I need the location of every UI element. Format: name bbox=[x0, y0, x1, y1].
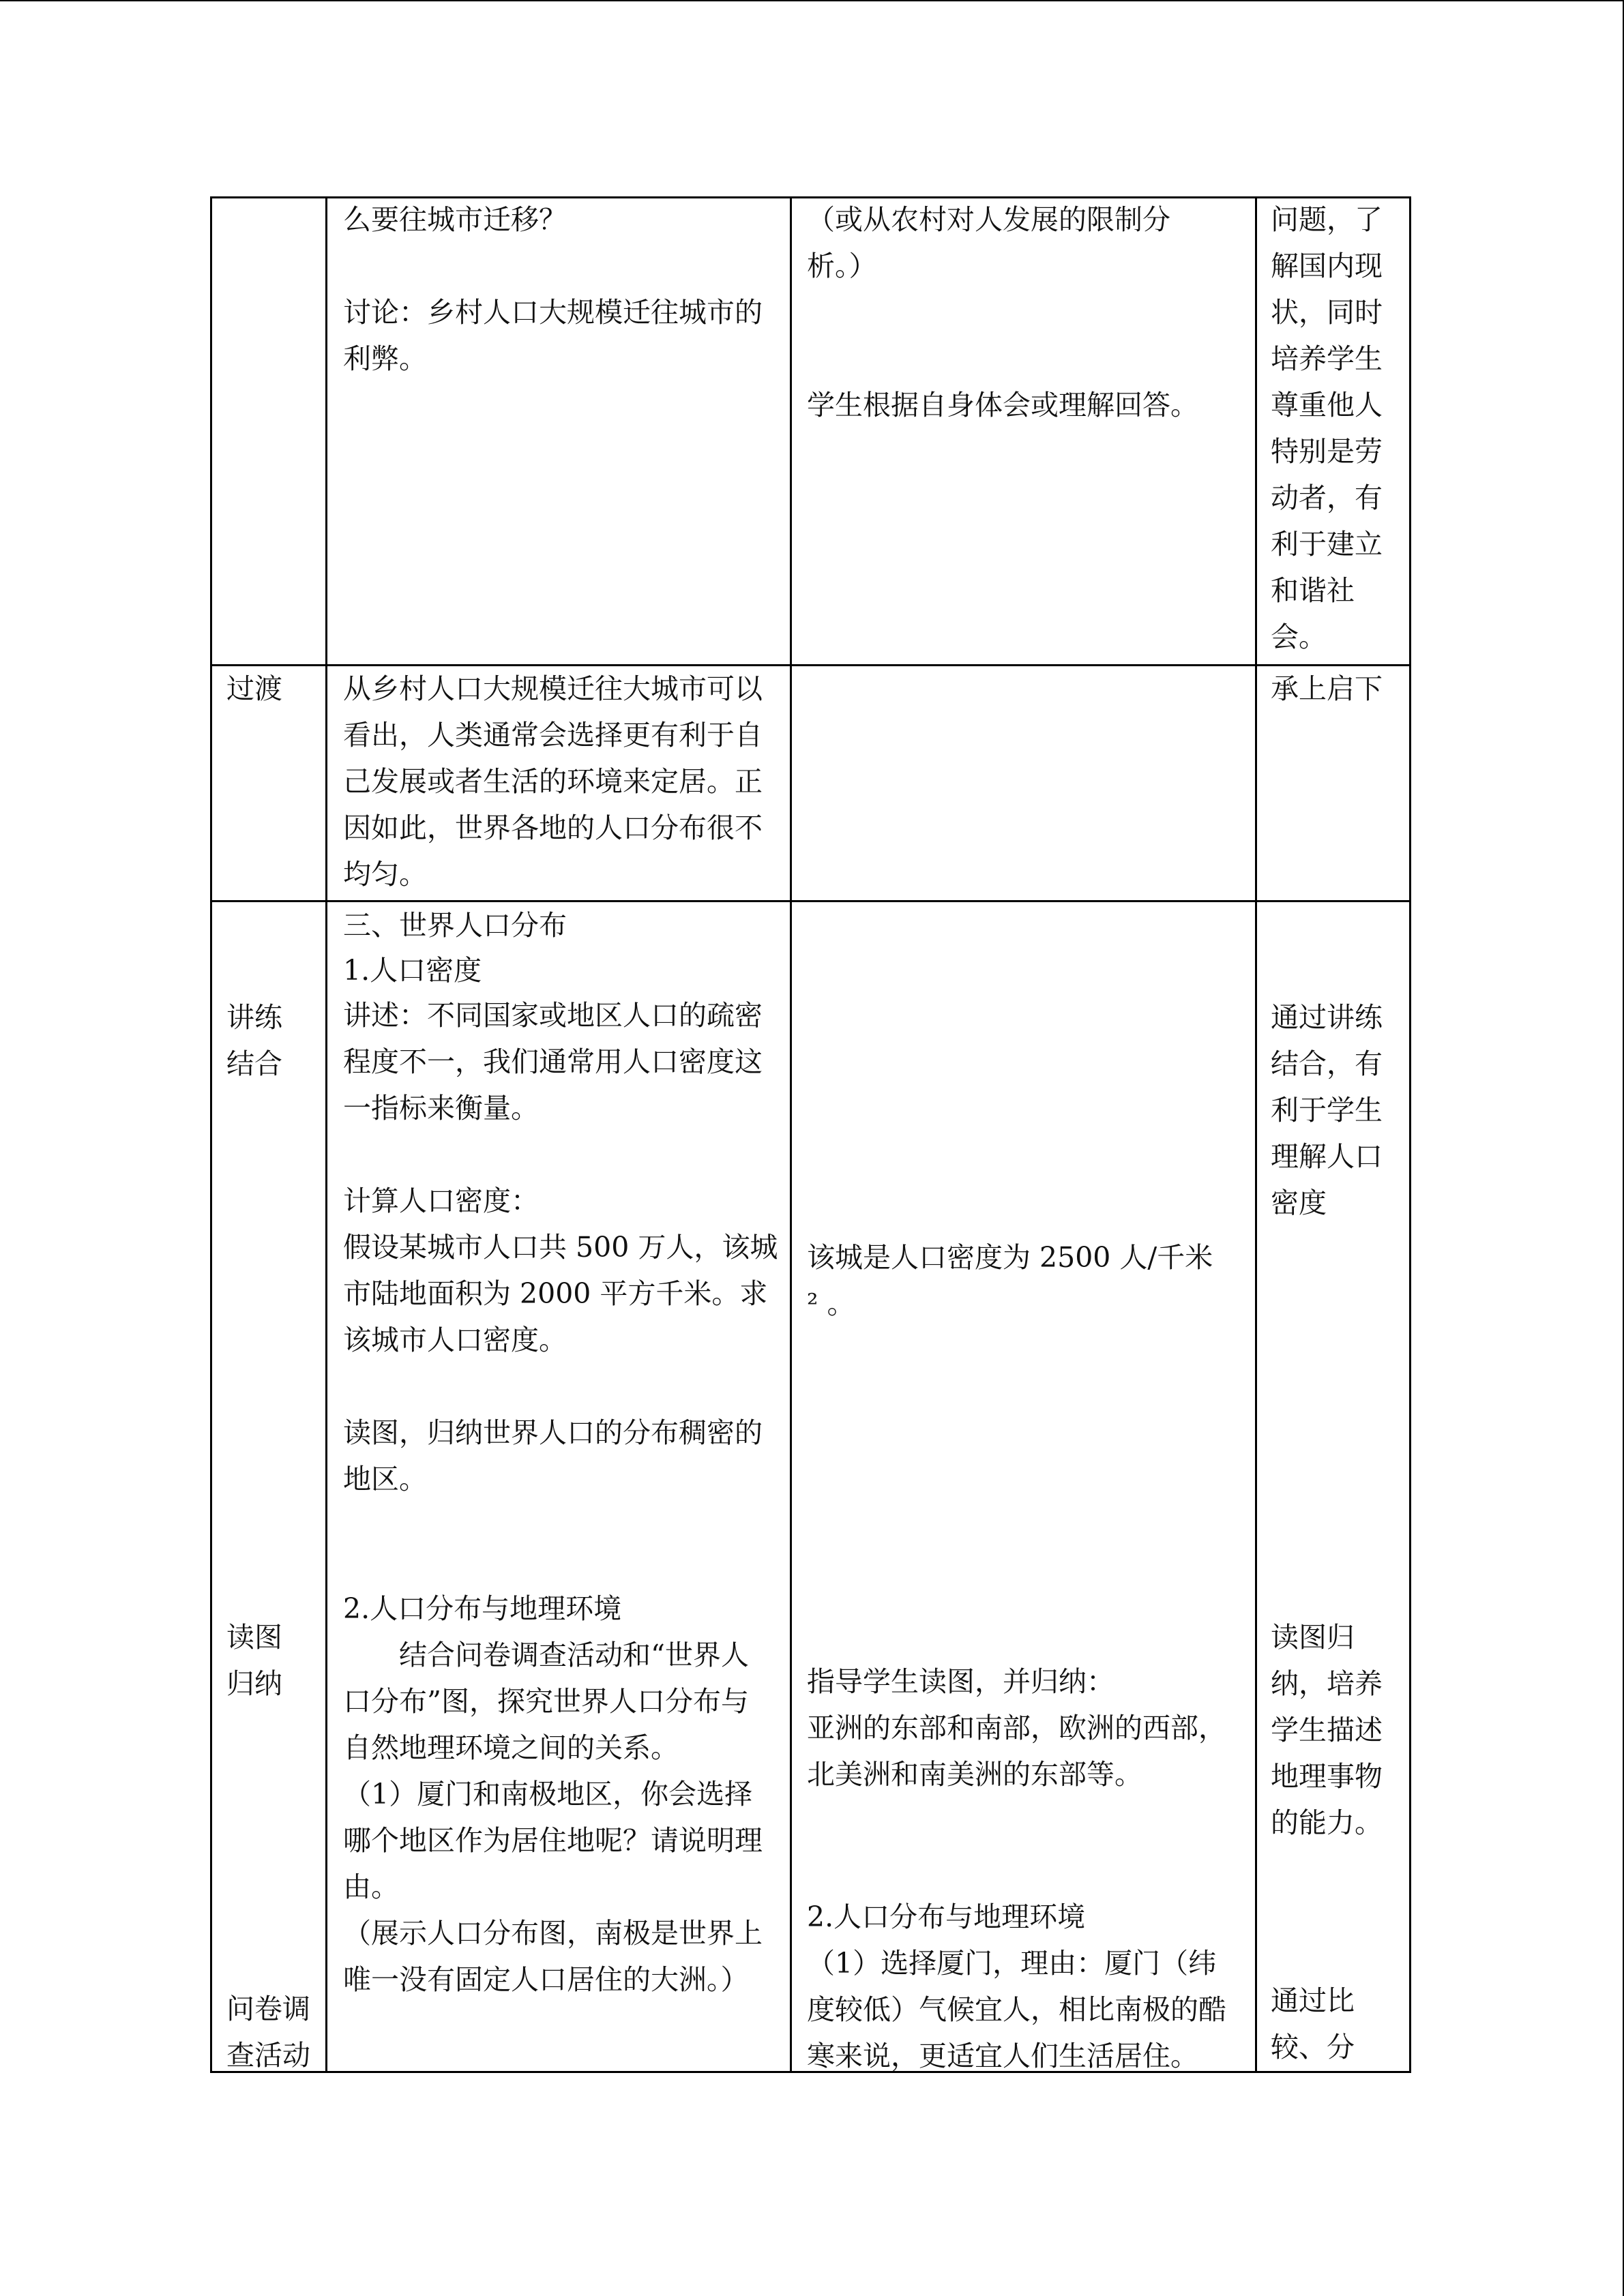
text-line: 2.人口分布与地理环境 bbox=[343, 1592, 622, 1625]
text-line: 的能力。 bbox=[1271, 1806, 1383, 1839]
row1-student-cell bbox=[807, 196, 1198, 428]
map-reading-answer bbox=[807, 1658, 1226, 1798]
text-line: 哪个地区作为居住地呢？请说明理 bbox=[343, 1824, 763, 1857]
text-line: 利于建立 bbox=[1271, 528, 1383, 561]
spacer bbox=[343, 1549, 778, 1586]
row2-intent-cell bbox=[1271, 666, 1383, 712]
row1-activity-cell bbox=[343, 196, 763, 382]
text-line: （1）厦门和南极地区，你会选择 bbox=[343, 1778, 753, 1810]
stage-practice bbox=[226, 994, 282, 1087]
text-line bbox=[343, 243, 763, 289]
text-line: 从乡村人口大规模迁往大城市可以 bbox=[343, 672, 763, 705]
text-line: 自然地理环境之间的关系。 bbox=[343, 1731, 679, 1764]
text-line: （展示人口分布图，南极是世界上 bbox=[343, 1917, 763, 1950]
text-line: 度较低）气候宜人，相比南极的酷 bbox=[807, 1993, 1226, 2026]
text-line: 程度不一，我们通常用人口密度这 bbox=[343, 1045, 763, 1078]
stage-survey bbox=[226, 1986, 310, 2078]
row-divider-2 bbox=[210, 900, 1411, 902]
text-line: 状，同时 bbox=[1271, 296, 1383, 329]
text-line: 讲述：不同国家或地区人口的疏密 bbox=[343, 999, 763, 1032]
text-line: 学生根据自身体会或理解回答。 bbox=[807, 389, 1198, 421]
text-line: 查活动 bbox=[226, 2039, 310, 2072]
survey-answer bbox=[807, 1894, 1226, 2079]
text-line: 利弊。 bbox=[343, 342, 427, 375]
text-line: 地理事物 bbox=[1271, 1760, 1383, 1793]
text-line: 该城市人口密度。 bbox=[343, 1324, 567, 1356]
text-line: 通过比 bbox=[1271, 1984, 1355, 2017]
stage-map-reading bbox=[226, 1614, 282, 1707]
text-line: 特别是劳 bbox=[1271, 435, 1383, 468]
text-line: 问卷调 bbox=[226, 1993, 310, 2025]
text-line: 2.人口分布与地理环境 bbox=[807, 1900, 1086, 1933]
text-line bbox=[807, 289, 1198, 336]
text-line: 问题，了 bbox=[1271, 203, 1383, 236]
text-line: 唯一没有固定人口居住的大洲。） bbox=[343, 1963, 749, 1996]
text-line: 纳，培养 bbox=[1271, 1667, 1383, 1700]
text-line: 市陆地面积为 2000 平方千米。求 bbox=[343, 1277, 768, 1310]
text-line: （1）选择厦门，理由：厦门（纬 bbox=[807, 1947, 1217, 1980]
text-line: 理解人口 bbox=[1271, 1140, 1383, 1173]
text-line: 寒来说，更适宜人们生活居住。 bbox=[807, 2040, 1198, 2072]
text-line: 通过讲练 bbox=[1271, 1001, 1383, 1034]
text-line: 北美洲和南美洲的东部等。 bbox=[807, 1758, 1142, 1791]
text-line: 尊重他人 bbox=[1271, 389, 1383, 421]
col-divider-1 bbox=[325, 196, 327, 2073]
text-line: 培养学生 bbox=[1271, 342, 1383, 375]
text-line: 读图归 bbox=[1271, 1621, 1355, 1654]
col-divider-3 bbox=[1255, 196, 1257, 2073]
text-line: 和谐社 bbox=[1271, 574, 1355, 607]
lesson-plan-table bbox=[210, 196, 1411, 2073]
text-line: 指导学生读图，并归纳： bbox=[807, 1665, 1114, 1698]
text-line: 结合问卷调查活动和“世界人 bbox=[399, 1639, 749, 1671]
text-line: 读图，归纳世界人口的分布稠密的 bbox=[343, 1416, 763, 1449]
text-line: 动者，有 bbox=[1271, 481, 1383, 514]
text-line: 看出，人类通常会选择更有利于自 bbox=[343, 719, 763, 751]
text-line: 利于学生 bbox=[1271, 1094, 1383, 1127]
text-line: 地区。 bbox=[343, 1463, 427, 1495]
col-divider-2 bbox=[790, 196, 792, 2073]
text-line: 解国内现 bbox=[1271, 250, 1383, 282]
page-top-edge bbox=[0, 0, 1624, 1]
text-line: ² 。 bbox=[807, 1287, 855, 1320]
row2-activity-cell bbox=[343, 666, 763, 897]
text-line: 亚洲的东部和南部，欧洲的西部， bbox=[807, 1712, 1226, 1744]
text-line: （或从农村对人发展的限制分 bbox=[807, 203, 1170, 236]
density-answer bbox=[807, 1234, 1213, 1327]
text-line: 么要往城市迁移？ bbox=[343, 203, 567, 236]
text-line: 均匀。 bbox=[343, 858, 427, 891]
text-line: 过渡 bbox=[226, 672, 282, 705]
row2-stage-cell bbox=[226, 666, 282, 712]
spacer bbox=[343, 1364, 778, 1410]
text-line: 承上启下 bbox=[1271, 672, 1383, 705]
text-line: 讨论：乡村人口大规模迁往城市的 bbox=[343, 296, 763, 329]
text-line: 结合，有 bbox=[1271, 1047, 1383, 1080]
text-line: 因如此，世界各地的人口分布很不 bbox=[343, 811, 763, 844]
text-line: 读图 bbox=[226, 1621, 282, 1654]
text-line: 计算人口密度： bbox=[343, 1184, 539, 1217]
text-line bbox=[807, 336, 1198, 382]
text-line: 己发展或者生活的环境来定居。正 bbox=[343, 765, 763, 798]
text-line: 归纳 bbox=[226, 1667, 282, 1700]
text-line: 会。 bbox=[1271, 621, 1327, 653]
intent-practice bbox=[1271, 994, 1383, 1226]
text-line: 该城是人口密度为 2500 人/千米 bbox=[807, 1241, 1213, 1274]
text-line: 较、分 bbox=[1271, 2031, 1355, 2063]
intent-survey bbox=[1271, 1978, 1355, 2070]
text-line: 结合 bbox=[226, 1047, 282, 1080]
text-line: 密度 bbox=[1271, 1187, 1327, 1219]
text-line: 讲练 bbox=[226, 1001, 282, 1034]
row1-intent-cell bbox=[1271, 196, 1383, 660]
text-line: 学生描述 bbox=[1271, 1714, 1383, 1746]
text-line: 口分布”图，探究世界人口分布与 bbox=[343, 1685, 749, 1718]
text-line: 1.人口密度 bbox=[343, 954, 482, 987]
text-line: 三、世界人口分布 bbox=[343, 909, 567, 942]
table-border-left bbox=[210, 196, 212, 2073]
spacer bbox=[343, 1503, 778, 1549]
text-line: 析。） bbox=[807, 250, 877, 282]
intent-map-reading bbox=[1271, 1614, 1383, 1846]
table-border-right bbox=[1409, 196, 1411, 2073]
row3-activity-cell bbox=[343, 903, 778, 2003]
spacer bbox=[343, 1132, 778, 1178]
text-line: 由。 bbox=[343, 1870, 399, 1903]
text-line: 一指标来衡量。 bbox=[343, 1092, 539, 1124]
text-line: 假设某城市人口共 500 万人，该城 bbox=[343, 1231, 778, 1264]
